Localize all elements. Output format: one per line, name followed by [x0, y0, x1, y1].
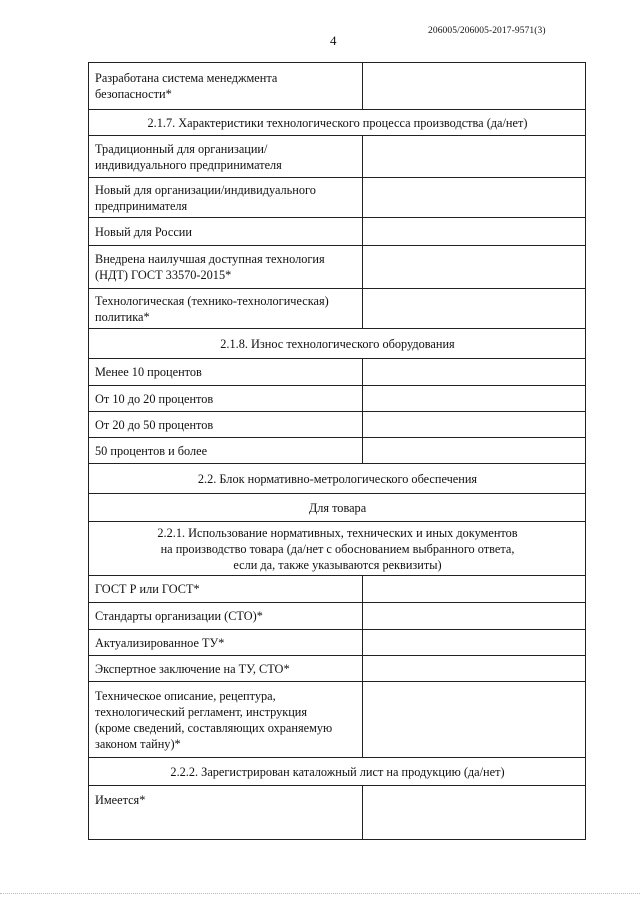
field-label: От 20 до 50 процентов — [89, 412, 363, 438]
section-header: 2.1.7. Характеристики технологического процесса производства (да/нет) — [89, 110, 586, 136]
form-table — [88, 62, 586, 840]
field-value-cell[interactable] — [363, 412, 586, 438]
field-row — [89, 656, 586, 682]
section-header-row — [89, 522, 586, 576]
field-row — [89, 630, 586, 656]
field-label: Технологическая (технико-технологическая) политика* — [89, 289, 363, 329]
field-value-cell[interactable] — [363, 682, 586, 758]
section-header-row — [89, 464, 586, 494]
field-value-cell[interactable] — [363, 289, 586, 329]
section-header: 2.2.1. Использование нормативных, технических и иных документов на производство товара (да/нет с обоснованием выбранного ответа, если да, также указываются реквизиты) — [89, 522, 586, 576]
field-label: Актуализированное ТУ* — [89, 630, 363, 656]
field-label: Новый для России — [89, 218, 363, 246]
field-row — [89, 786, 586, 840]
field-label: Традиционный для организации/ индивидуального предпринимателя — [89, 136, 363, 178]
form-table-body — [89, 63, 586, 840]
document-id: 206005/206005-2017-9571(3) — [428, 26, 546, 36]
field-value-cell[interactable] — [363, 63, 586, 110]
field-label: Стандарты организации (СТО)* — [89, 603, 363, 630]
section-header: 2.2.2. Зарегистрирован каталожный лист на продукцию (да/нет) — [89, 758, 586, 786]
field-row — [89, 218, 586, 246]
section-header-row — [89, 494, 586, 522]
field-label: Менее 10 процентов — [89, 359, 363, 386]
field-label: Внедрена наилучшая доступная технология (НДТ) ГОСТ 33570-2015* — [89, 246, 363, 289]
field-row — [89, 246, 586, 289]
field-row — [89, 438, 586, 464]
field-value-cell[interactable] — [363, 386, 586, 412]
field-value-cell[interactable] — [363, 576, 586, 603]
field-value-cell[interactable] — [363, 359, 586, 386]
field-label: Техническое описание, рецептура, технологический регламент, инструкция (кроме сведений, составляющих охраняемую законом тайну)* — [89, 682, 363, 758]
field-value-cell[interactable] — [363, 178, 586, 218]
section-header: 2.2. Блок нормативно-метрологического обеспечения — [89, 464, 586, 494]
field-row — [89, 412, 586, 438]
field-row — [89, 386, 586, 412]
field-label: От 10 до 20 процентов — [89, 386, 363, 412]
field-value-cell[interactable] — [363, 136, 586, 178]
field-value-cell[interactable] — [363, 656, 586, 682]
field-row — [89, 603, 586, 630]
field-value-cell[interactable] — [363, 246, 586, 289]
page-number: 4 — [330, 33, 337, 48]
field-label: Экспертное заключение на ТУ, СТО* — [89, 656, 363, 682]
field-row — [89, 136, 586, 178]
field-value-cell[interactable] — [363, 630, 586, 656]
section-header: Для товара — [89, 494, 586, 522]
field-row — [89, 682, 586, 758]
field-row — [89, 63, 586, 110]
field-value-cell[interactable] — [363, 438, 586, 464]
field-row — [89, 576, 586, 603]
field-label: Разработана система менеджмента безопасности* — [89, 63, 363, 110]
field-row — [89, 178, 586, 218]
field-value-cell[interactable] — [363, 603, 586, 630]
field-row — [89, 289, 586, 329]
field-label: ГОСТ Р или ГОСТ* — [89, 576, 363, 603]
field-label: 50 процентов и более — [89, 438, 363, 464]
field-value-cell[interactable] — [363, 218, 586, 246]
field-value-cell[interactable] — [363, 786, 586, 840]
section-header-row — [89, 329, 586, 359]
section-header: 2.1.8. Износ технологического оборудования — [89, 329, 586, 359]
field-label: Имеется* — [89, 786, 363, 840]
scan-edge-line — [0, 893, 640, 894]
section-header-row — [89, 758, 586, 786]
field-row — [89, 359, 586, 386]
section-header-row — [89, 110, 586, 136]
field-label: Новый для организации/индивидуального предпринимателя — [89, 178, 363, 218]
